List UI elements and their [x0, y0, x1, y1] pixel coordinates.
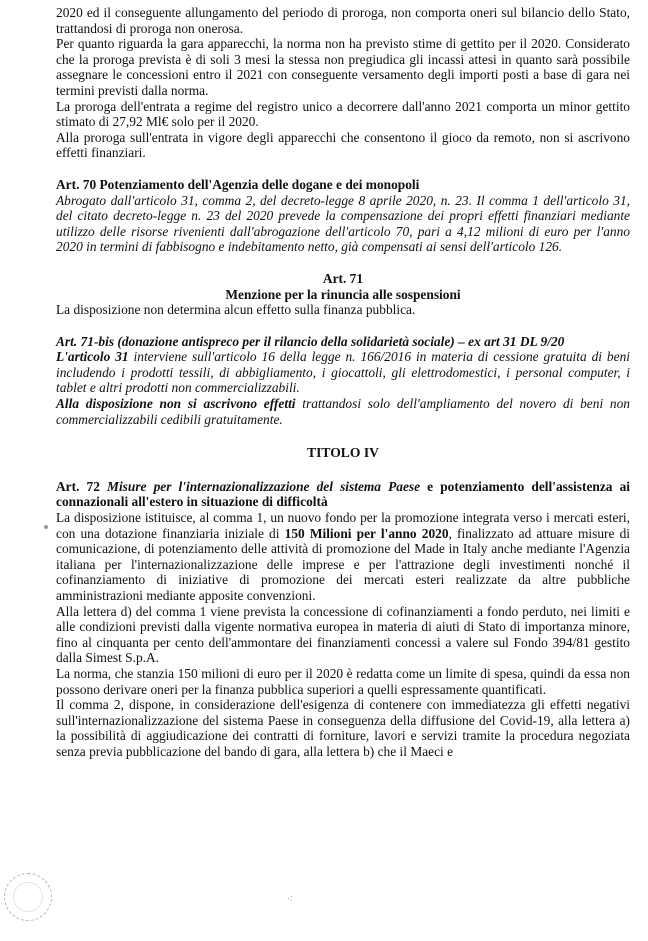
- article-71-bis-body: [56, 349, 630, 396]
- article-71-bis-note-text: trattandosi solo dell'ampliamento del novero di beni non commercializzabili cedibili gratuitamente.: [56, 396, 630, 427]
- article-70-body: Abrogato dall'articolo 31, comma 2, del decreto-legge 8 aprile 2020, n. 23. Il comma 1 dell'articolo 31, del citato decreto-legge n. 23 del 2020 prevede la compensazione dei propri effetti finanziari mediante utilizzo delle risorse rivenienti dall'abrogazione dell'articolo 70, pari a 4,12 milioni di euro per l'anno 2020 in termini di fabbisogno e indebitamento netto, già compensati ai sensi dell'articolo 126.: [56, 192, 630, 255]
- article-71-bis-title: Art. 71-bis (donazione antispreco per il rilancio della solidarietà sociale) – ex art 31 DL 9/20: [56, 333, 565, 349]
- article-71-bis: [56, 334, 630, 428]
- document-page: [56, 5, 630, 760]
- article-70-title: Art. 70 Potenziamento dell'Agenzia delle dogane e dei monopoli: [56, 176, 420, 192]
- paragraph-gara-apparecchi: Per quanto riguarda la gara apparecchi, la norma non ha previsto stime di gettito per il 2020. Considerato che la proroga prevista è di soli 3 mesi la stessa non pregiudica gli incassi attesi in quanto sarà possibile assegnare le concessioni entro il 2021 con conseguente versamento degli importi posti a base di gara nei termini previsti dalla norma.: [56, 36, 630, 98]
- article-70: [56, 177, 630, 255]
- article-71-subtitle: Menzione per la rinuncia alle sospensioni: [225, 286, 461, 302]
- paragraph-gioco-remoto: Alla proroga sull'entrata in vigore degli apparecchi che consentono il gioco da remoto, non si ascrivono effetti finanziari.: [56, 129, 630, 161]
- article-72-para-limite-spesa: La norma, che stanzia 150 milioni di euro per il 2020 è redatta come un limite di spesa, quindi da essa non possono derivare oneri per la finanza pubblica superiori a quelli espressamente quantificati.: [56, 665, 630, 697]
- article-72-title-a: Art. 72: [56, 478, 108, 494]
- seal-stamp-inner: [13, 882, 43, 912]
- article-71-bis-lead: L'articolo 31: [56, 349, 129, 365]
- seal-stamp: [4, 873, 52, 921]
- article-72-para-comma-2: Il comma 2, dispone, in considerazione dell'esigenza di contenere con immediatezza gli effetti negativi sull'internazionalizzazione del sistema Paese in conseguenza della diffusione del Covid-19, alla lettera a) la possibilità di aggiudicazione dei contratti di forniture, lavori e servizi tramite la procedura negoziata senza previa pubblicazione del bando di gara, alla lettera b) che il Maeci e: [56, 697, 630, 759]
- article-72: [56, 479, 630, 760]
- article-72-para-cofinanziamenti: Alla lettera d) del comma 1 viene prevista la concessione di cofinanziamenti a fondo perduto, nei limiti e alle condizioni previsti dalla vigente normativa europea in materia di aiuti di Stato di importanza minore, fino al cinquanta per cento dell'ammontare dei finanziamenti concessi a valere sul Fondo 394/81 gestito dalla Simest S.p.A.: [56, 603, 630, 666]
- article-72-para1-b: 150 Milioni per l'anno 2020: [284, 525, 449, 541]
- footer-scan-mark: ·:: [287, 893, 293, 903]
- paragraph-proroga-oneri: 2020 ed il conseguente allungamento del periodo di proroga, non comporta oneri sul bilancio dello Stato, trattandosi di proroga non onerosa.: [56, 5, 630, 36]
- article-71-body: La disposizione non determina alcun effetto sulla finanza pubblica.: [56, 302, 416, 318]
- article-72-para-fondo: [56, 510, 630, 604]
- paragraph-registro-unico: La proroga dell'entrata a regime del registro unico a decorrere dall'anno 2021 comporta un minor gettito stimato di 27,92 Ml€ solo per il 2020.: [56, 98, 630, 130]
- article-72-title: [56, 479, 630, 510]
- article-72-para1-c: , finalizzato ad attuare misure di comunicazione, di potenziamento delle attività di promozione del Made in Italy anche mediante l'Agenzia italiana per l'internazionalizzazione delle imprese e per l'attrazione degli investimenti nonché il cofinanziamento di iniziative di promozione dei mercati esteri realizzate da altre pubbliche amministrazioni mediante apposite convenzioni.: [56, 525, 631, 603]
- article-71-number: Art. 71: [322, 270, 364, 286]
- article-71-bis-note: [56, 396, 630, 427]
- article-72-title-c: e potenziamento dell'assistenza ai connazionali all'estero in situazione di difficoltà: [56, 478, 631, 510]
- article-71: [56, 271, 630, 318]
- article-72-title-b: Misure per l'internazionalizzazione del sistema Paese: [107, 478, 421, 494]
- margin-dot-mark: [44, 525, 48, 529]
- article-71-bis-note-lead: Alla disposizione non si ascrivono effetti: [56, 396, 296, 412]
- article-72-para1-a: La disposizione istituisce, al comma 1, un nuovo fondo per la promozione integrata verso i mercati esteri, con una dotazione finanziaria iniziale di: [56, 510, 630, 541]
- titolo-heading: TITOLO IV: [307, 445, 379, 461]
- article-71-bis-text: interviene sull'articolo 16 della legge n. 166/2016 in materia di cessione gratuita di beni includendo i prodotti tessili, di abbigliamento, i giocattoli, gli elettrodomestici, i personal computer, i tablet e altri prodotti non commercializzabili.: [56, 349, 630, 396]
